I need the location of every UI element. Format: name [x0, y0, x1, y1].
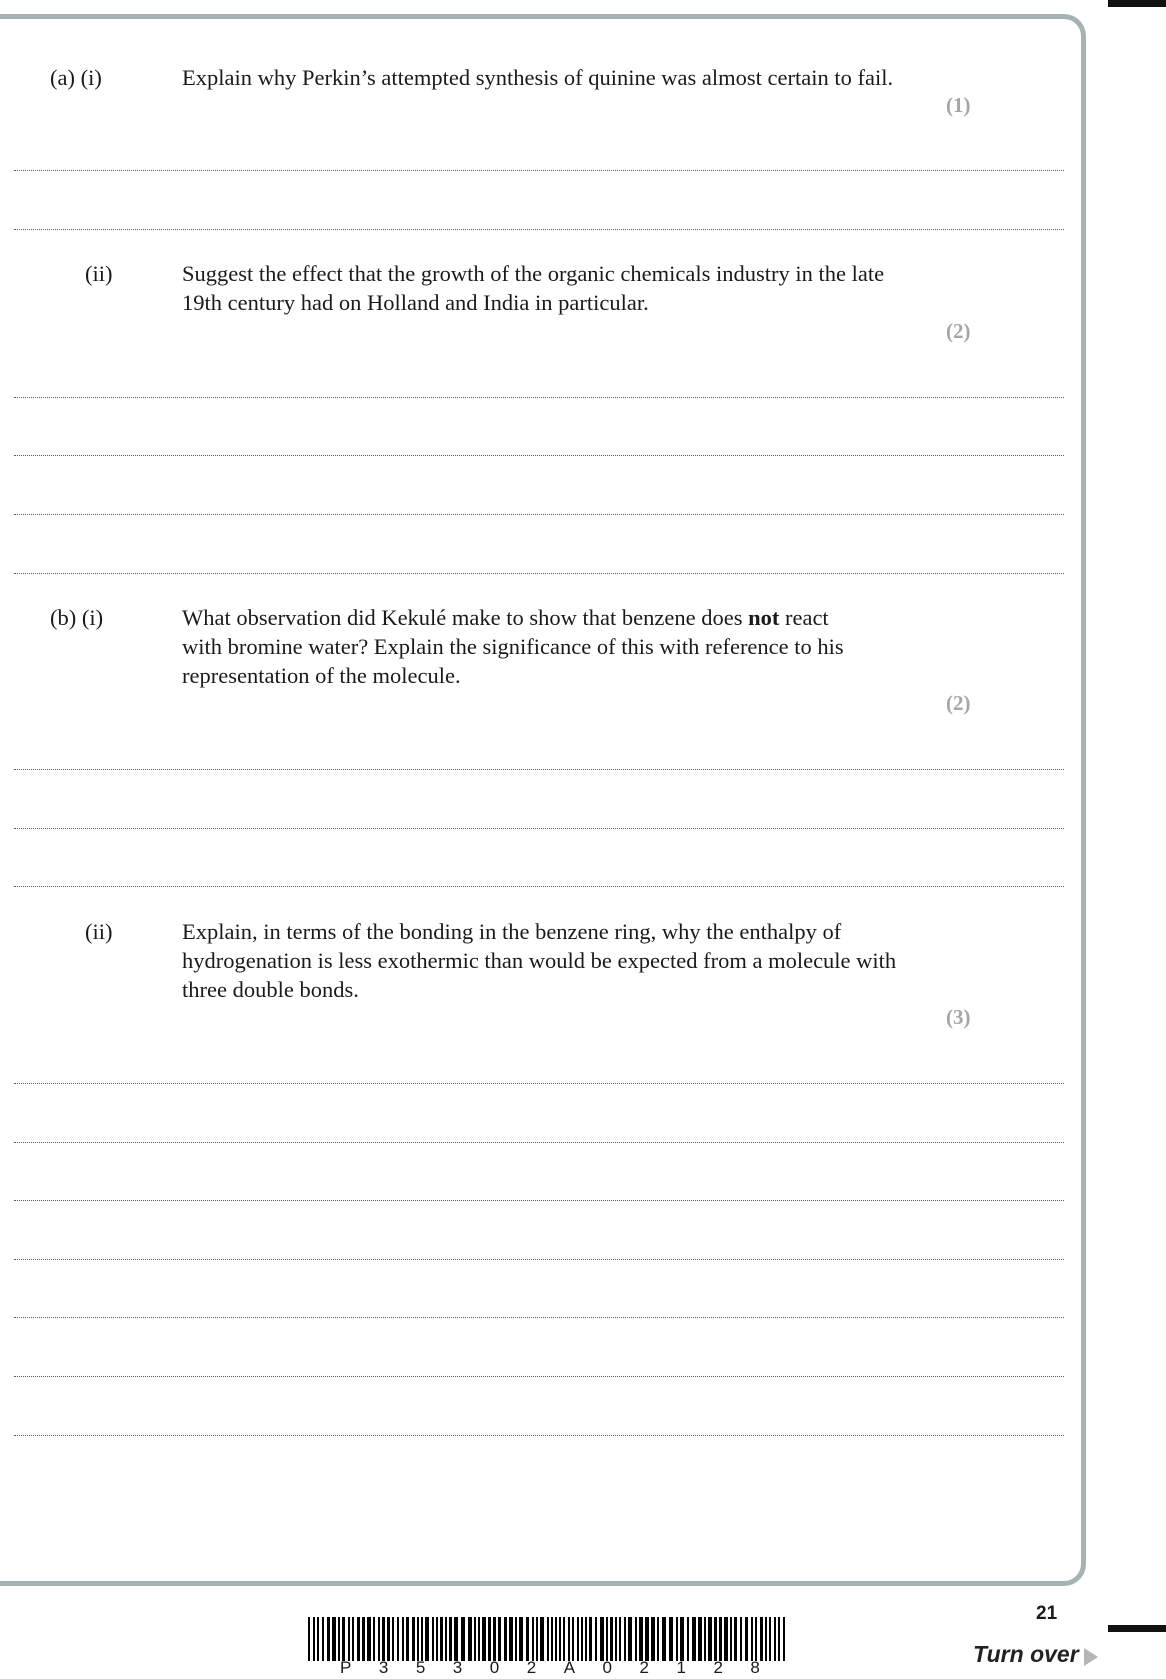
barcode-bar [745, 1617, 748, 1661]
barcode-bar [610, 1617, 613, 1661]
barcode-bar [478, 1617, 480, 1661]
barcode-bar [440, 1617, 443, 1661]
barcode-bar [577, 1617, 579, 1661]
barcode-bar [751, 1617, 753, 1661]
barcode-bar [651, 1617, 655, 1661]
barcode-bar [568, 1617, 570, 1661]
marks-label: (3) [946, 1005, 971, 1029]
barcode-bar [402, 1617, 404, 1661]
answer-line[interactable] [14, 769, 1064, 770]
question-text: Explain why Perkin’s attempted synthesis of quinine was almost certain to fail. [182, 65, 894, 90]
barcode-bar [445, 1617, 447, 1661]
answer-line[interactable] [14, 455, 1064, 456]
barcode-bar [755, 1617, 757, 1661]
barcode-bar [532, 1617, 534, 1661]
barcode-bar [585, 1617, 587, 1661]
barcode-bar [357, 1617, 360, 1661]
barcode-bar [509, 1617, 513, 1661]
barcode-bar [740, 1617, 742, 1661]
barcode-bar [778, 1617, 780, 1661]
barcode-bar [606, 1617, 608, 1661]
barcode-bar [635, 1617, 637, 1661]
barcode-bar [600, 1617, 604, 1661]
barcode-bar [698, 1617, 702, 1661]
barcode-bar [498, 1617, 501, 1661]
barcode-bar [662, 1617, 666, 1661]
barcode-bar [563, 1617, 565, 1661]
question-number: (b) (i) [50, 605, 104, 630]
question-b-ii [50, 917, 950, 1007]
marks-label: (1) [946, 93, 971, 117]
barcode-bar [547, 1617, 549, 1661]
barcode-bar [468, 1617, 472, 1661]
barcode-bar [536, 1617, 538, 1661]
question-a-ii [50, 259, 950, 319]
barcode-bar [392, 1617, 394, 1661]
barcode-bar [589, 1617, 592, 1661]
barcode-bar [624, 1617, 626, 1661]
barcode-bar [692, 1617, 696, 1661]
barcode-bar [432, 1617, 434, 1661]
turn-over-label: Turn over [973, 1641, 1079, 1667]
barcode-bar [724, 1617, 728, 1661]
barcode-bar [474, 1617, 476, 1661]
barcode-bar [540, 1617, 544, 1661]
barcode-digit: P [340, 1658, 352, 1677]
barcode-bar [595, 1617, 597, 1661]
answer-line[interactable] [14, 1376, 1064, 1377]
barcode-bar [555, 1617, 557, 1661]
barcode-bar [559, 1617, 561, 1661]
barcode-bar [352, 1617, 354, 1661]
question-b-i [50, 603, 950, 693]
question-a-i [50, 63, 950, 123]
barcode-digit: 0 [602, 1658, 612, 1677]
question-number: (ii) [85, 919, 113, 944]
barcode-bar [515, 1617, 517, 1661]
answer-line[interactable] [14, 1435, 1064, 1436]
barcode-text [340, 1658, 760, 1678]
barcode-bar [714, 1617, 717, 1661]
barcode-bar [760, 1617, 763, 1661]
barcode-bar [397, 1617, 399, 1661]
barcode-bar [687, 1617, 689, 1661]
barcode-bar [645, 1617, 649, 1661]
barcode-bar [406, 1617, 409, 1661]
barcode-digit: 2 [713, 1658, 723, 1677]
answer-line[interactable] [14, 1142, 1064, 1143]
barcode-bar [382, 1617, 385, 1661]
barcode-digit: 5 [415, 1658, 426, 1677]
emphasis-not: not [748, 605, 780, 630]
barcode-bar [488, 1617, 491, 1661]
barcode-bar [783, 1617, 785, 1661]
barcode-bar [308, 1617, 310, 1661]
question-number: (ii) [85, 261, 113, 286]
answer-line[interactable] [14, 229, 1064, 230]
barcode-bar [765, 1617, 767, 1661]
barcode-bar [774, 1617, 776, 1661]
barcode-bar [572, 1617, 574, 1661]
barcode-bar [581, 1617, 583, 1661]
barcode-bar [551, 1617, 553, 1661]
answer-line[interactable] [14, 1317, 1064, 1318]
barcode-bar [342, 1617, 345, 1661]
question-text: What observation did Kekulé make to show that benzene does not react with bromine water? Explain the significance of this with reference to his representation of the molecule. [182, 605, 844, 688]
barcode-bar [708, 1617, 712, 1661]
answer-line[interactable] [14, 1200, 1064, 1201]
barcode-bar [367, 1617, 371, 1661]
answer-line[interactable] [14, 170, 1064, 171]
barcode-bar [676, 1617, 678, 1661]
barcode-digit: 2 [639, 1658, 649, 1677]
barcode-bar [327, 1617, 330, 1661]
barcode-digit: 3 [378, 1658, 389, 1677]
barcode-bar [704, 1617, 706, 1661]
marks-label: (2) [946, 691, 971, 715]
barcode-bar [317, 1617, 319, 1661]
answer-line[interactable] [14, 1259, 1064, 1260]
answer-line[interactable] [14, 828, 1064, 829]
barcode-bar [680, 1617, 684, 1661]
barcode-bar [425, 1617, 429, 1661]
question-text: Suggest the effect that the growth of the organic chemicals industry in the late 19th century had on Holland and India in particular. [182, 261, 885, 315]
barcode-bar [639, 1617, 643, 1661]
barcode-bar [387, 1617, 390, 1661]
answer-frame [0, 14, 1086, 1586]
barcode-bar [730, 1617, 732, 1661]
question-number: (a) (i) [50, 65, 102, 90]
barcode-bar [436, 1617, 438, 1661]
answer-line[interactable] [14, 514, 1064, 515]
barcode-digit: 8 [750, 1658, 760, 1677]
barcode-bar [362, 1617, 365, 1661]
barcode-digit: 2 [526, 1658, 537, 1677]
barcode-bar [373, 1617, 375, 1661]
barcode-bar [412, 1617, 415, 1661]
answer-line[interactable] [14, 886, 1064, 887]
barcode-digit: A [563, 1658, 576, 1677]
barcode-bar [669, 1617, 673, 1661]
barcode-bar [322, 1617, 324, 1661]
barcode-digit: 0 [489, 1658, 500, 1677]
barcode-bar [417, 1617, 419, 1661]
barcode-bar [519, 1617, 523, 1661]
barcode-digit: 3 [452, 1658, 463, 1677]
barcode-bar [338, 1617, 340, 1661]
barcode-bar [493, 1617, 496, 1661]
corner-mark-bottom [1108, 1625, 1166, 1632]
answer-line[interactable] [14, 1083, 1064, 1084]
barcode-bar [719, 1617, 722, 1661]
answer-line[interactable] [14, 397, 1064, 398]
barcode-bar [421, 1617, 423, 1661]
marks-label: (2) [946, 319, 971, 343]
barcode-bar [348, 1617, 350, 1661]
barcode-image [308, 1617, 788, 1661]
barcode-bar [619, 1617, 621, 1661]
answer-line[interactable] [14, 573, 1064, 574]
turn-over-arrow-icon [1084, 1648, 1098, 1666]
barcode-bar [313, 1617, 315, 1661]
barcode-digit: 1 [676, 1658, 686, 1677]
barcode-bar [615, 1617, 617, 1661]
barcode-bar [332, 1617, 336, 1661]
barcode-bar [449, 1617, 452, 1661]
corner-mark-top [1108, 0, 1166, 7]
barcode-bar [526, 1617, 529, 1661]
barcode-bar [461, 1617, 465, 1661]
barcode-bar [734, 1617, 737, 1661]
barcode-bar [454, 1617, 458, 1661]
barcode-bar [628, 1617, 632, 1661]
barcode-bar [482, 1617, 486, 1661]
barcode-bar [769, 1617, 771, 1661]
barcode-bar [657, 1617, 659, 1661]
page-number: 21 [1036, 1603, 1058, 1624]
question-text: Explain, in terms of the bonding in the benzene ring, why the enthalpy of hydrogenation is less exothermic than would be expected from a molecule with three double bonds. [182, 919, 897, 1002]
barcode-bar [504, 1617, 507, 1661]
barcode-bar [378, 1617, 380, 1661]
